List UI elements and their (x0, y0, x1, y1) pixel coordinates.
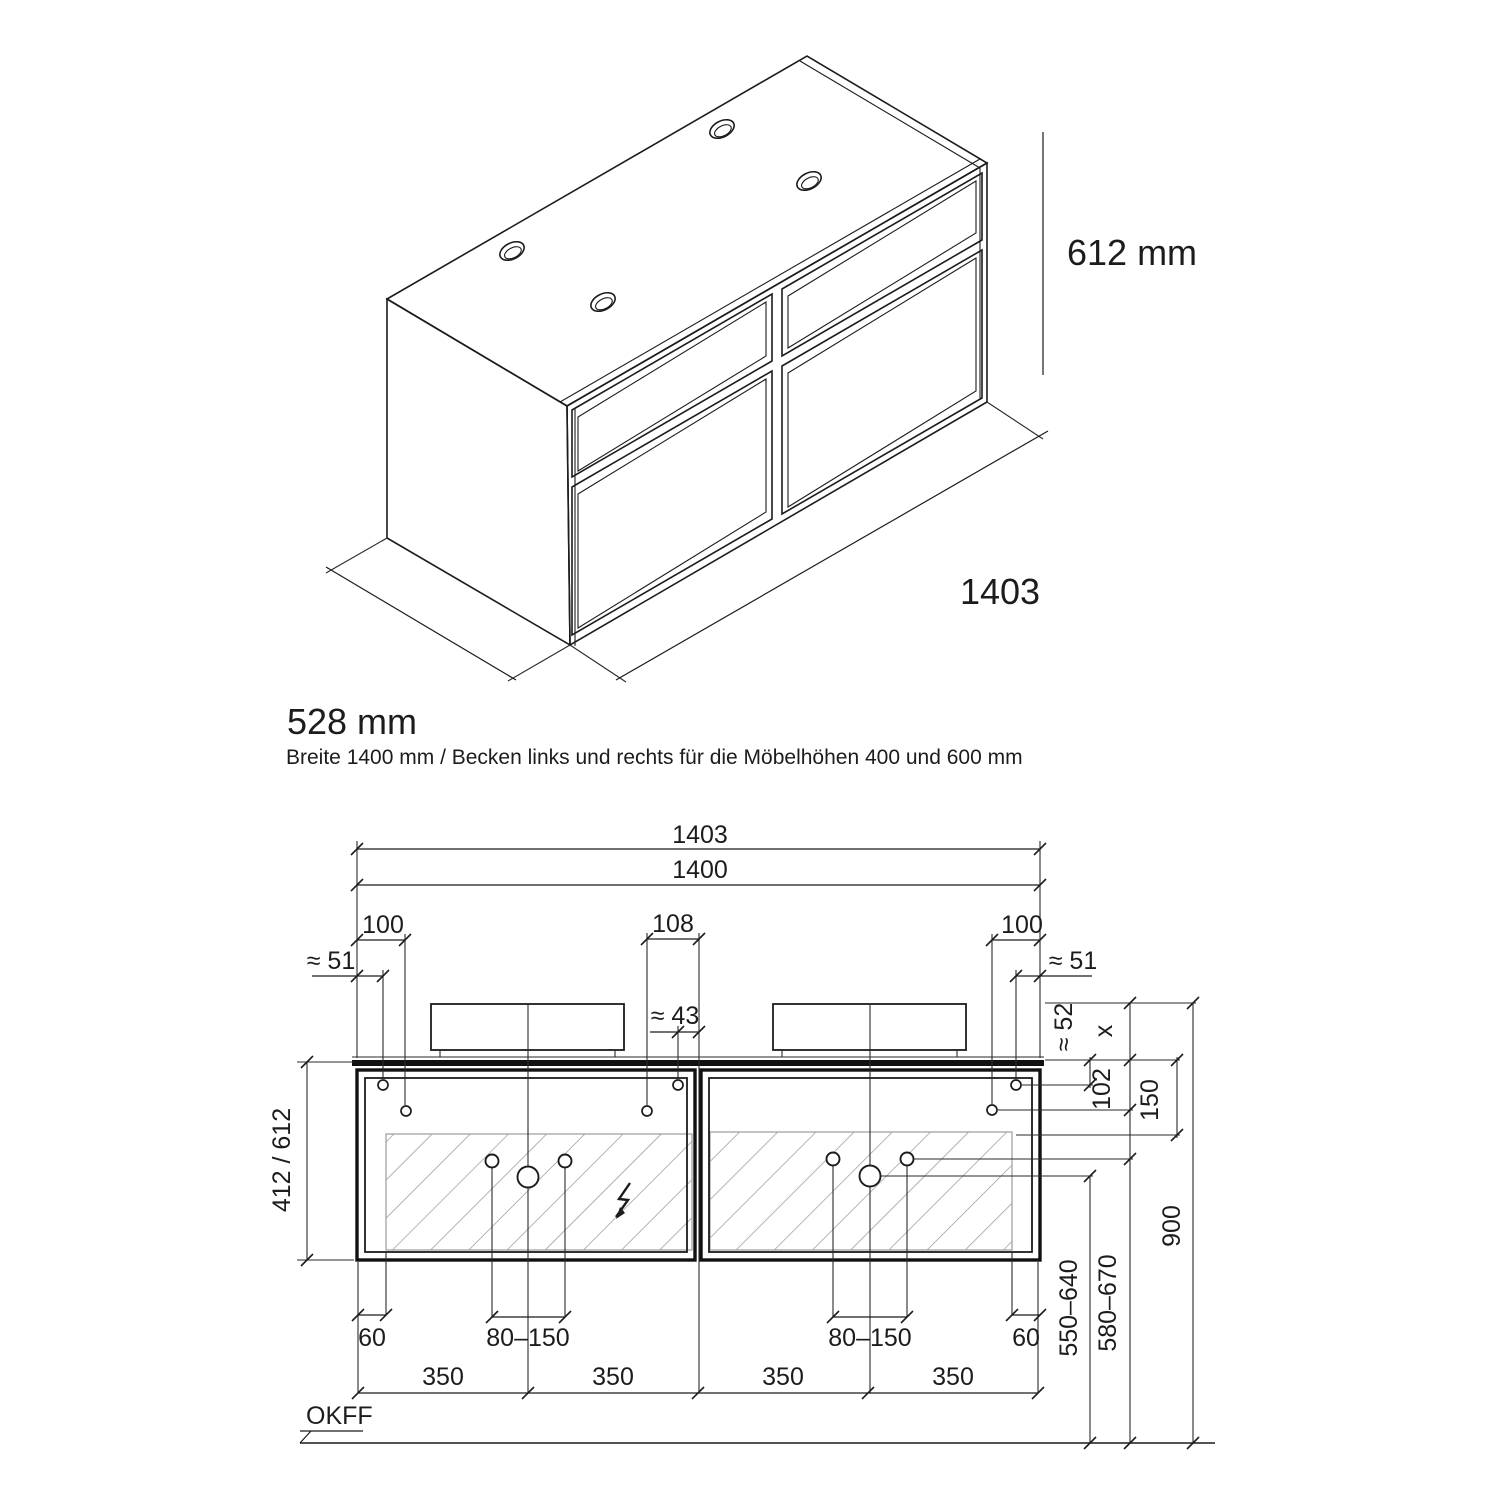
dim-center-hole-offset: ≈ 43 (650, 1002, 700, 1030)
water-supply-hole (486, 1155, 499, 1168)
dim-cabinet-height: 412 / 612 (268, 1107, 296, 1213)
cabinet-front-face (567, 163, 987, 645)
dim-580-670: 580–670 (1094, 1254, 1122, 1352)
drain-hole (518, 1167, 539, 1188)
fixing-hole (673, 1080, 683, 1090)
floor-marker (300, 1431, 1215, 1443)
iso-width-label: 1403 (959, 571, 1041, 612)
iso-height-label: 612 mm (1067, 232, 1198, 273)
installation-zone-right (710, 1132, 1012, 1250)
drain-hole (860, 1166, 881, 1187)
dim-right-margin: 60 (1012, 1324, 1040, 1352)
dim-basin-height-x: x (1090, 1024, 1118, 1038)
isometric-view (287, 56, 1197, 742)
dim-350-1: 350 (422, 1363, 464, 1391)
dim-center-offset: 108 (652, 910, 694, 938)
drawer-fronts (572, 173, 982, 635)
dim-150: 150 (1136, 1079, 1164, 1121)
dim-supply-right: 80–150 (828, 1324, 912, 1352)
dim-550-640: 550–640 (1055, 1259, 1083, 1357)
fixing-hole (642, 1106, 652, 1116)
floor-label: OKFF (306, 1402, 373, 1430)
dim-overall-width: 1403 (672, 821, 728, 849)
countertop-front-edge (560, 159, 980, 402)
front-elevation (268, 821, 1215, 1449)
dim-left-margin: 60 (358, 1324, 386, 1352)
dim-right-hole-offset: ≈ 51 (1048, 947, 1098, 975)
iso-depth-label: 528 mm (286, 701, 418, 742)
dim-right-edge-offset: 100 (1001, 911, 1043, 939)
water-supply-hole (559, 1155, 572, 1168)
fixing-hole (378, 1080, 388, 1090)
dim-350-4: 350 (932, 1363, 974, 1391)
dim-approx52: ≈ 52 (1050, 1002, 1078, 1052)
fixing-hole (1011, 1080, 1021, 1090)
countertop-right-edge (800, 61, 980, 168)
dim-left-hole-offset: ≈ 51 (306, 947, 356, 975)
cabinet-left-face (387, 299, 570, 645)
dim-body-width: 1400 (672, 856, 728, 884)
fixing-hole (987, 1105, 997, 1115)
dim-900: 900 (1158, 1205, 1186, 1247)
caption-text: Breite 1400 mm / Becken links und rechts für die Möbelhöhen 400 und 600 mm (286, 746, 1023, 769)
countertop-band (352, 1060, 1044, 1066)
dim-102: 102 (1088, 1068, 1116, 1110)
fixing-hole (401, 1106, 411, 1116)
iso-dimensions (326, 132, 1048, 682)
dim-left-edge-offset: 100 (362, 911, 404, 939)
dim-350-3: 350 (762, 1363, 804, 1391)
installation-zone-left (386, 1134, 692, 1250)
water-supply-hole (901, 1153, 914, 1166)
cabinet-top-face (387, 56, 987, 406)
dim-350-2: 350 (592, 1363, 634, 1391)
dim-supply-left: 80–150 (486, 1324, 570, 1352)
water-supply-hole (827, 1153, 840, 1166)
